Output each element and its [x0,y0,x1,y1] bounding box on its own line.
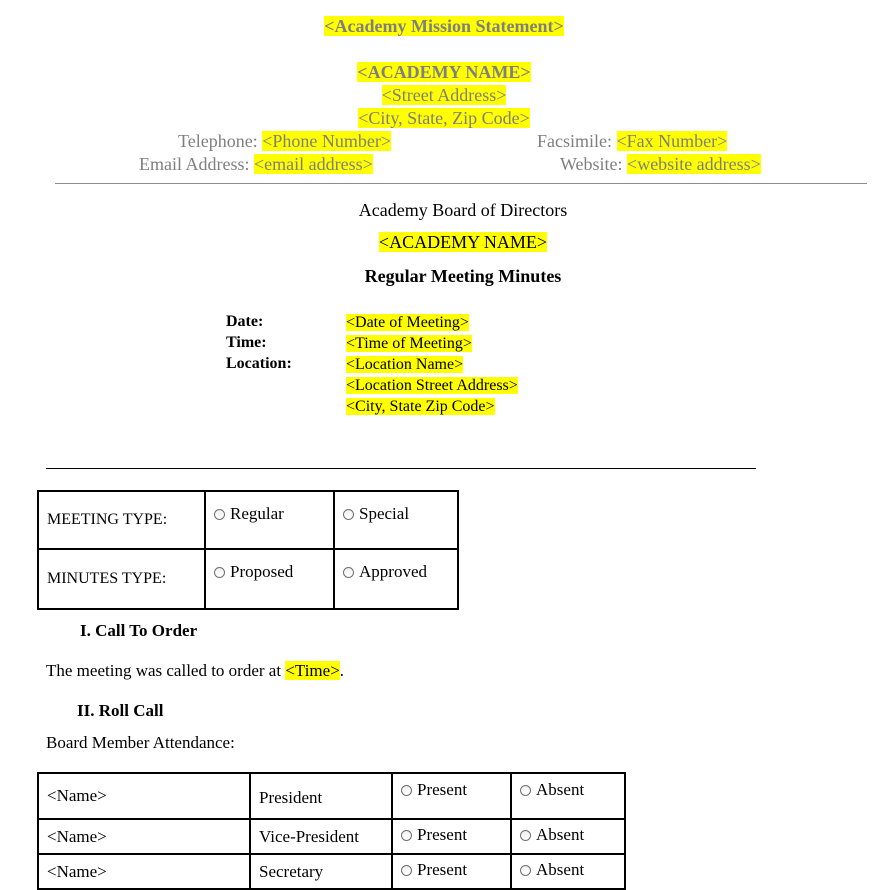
details-values [346,312,518,417]
location-street: <Location Street Address> [346,377,518,394]
minutes-type-label: MINUTES TYPE: [38,549,205,609]
present-option[interactable]: Present [392,819,511,854]
meeting-title: Regular Meeting Minutes [364,266,562,286]
present-option[interactable]: Present [392,854,511,889]
location-name: <Location Name> [346,356,464,373]
attendance-table [37,772,626,890]
call-to-order-heading: I. Call To Order [80,621,198,640]
member-name: <Name> [38,854,250,889]
fax-line: Facsimile: <Fax Number> [537,131,728,151]
attendance-label: Board Member Attendance: [46,733,235,752]
website-line: Website: <website address> [560,154,761,174]
radio-icon[interactable] [214,509,225,520]
absent-option[interactable]: Absent [511,819,625,854]
radio-icon[interactable] [520,830,531,841]
time-value: <Time of Meeting> [346,335,472,352]
header-city: <City, State, Zip Code> [358,108,530,128]
call-to-order-text: The meeting was called to order at <Time>. [46,661,345,680]
radio-icon[interactable] [520,865,531,876]
member-role: Vice-President [250,819,392,854]
member-role: Secretary [250,854,392,889]
minutes-type-proposed[interactable]: Proposed [205,549,334,609]
minutes-type-approved[interactable]: Approved [334,549,458,609]
mission-statement: <Academy Mission Statement> [324,16,564,36]
title-academy-name: <ACADEMY NAME> [378,232,548,252]
member-name: <Name> [38,819,250,854]
present-option[interactable]: Present [392,773,511,819]
meeting-type-special[interactable]: Special [334,491,458,549]
header-academy-name: <ACADEMY NAME> [357,62,531,82]
email-line: Email Address: <email address> [139,154,373,174]
member-name: <Name> [38,773,250,819]
date-value: <Date of Meeting> [346,314,469,331]
types-table [37,490,459,610]
location-city: <City, State Zip Code> [346,398,495,415]
radio-icon[interactable] [214,567,225,578]
call-to-order-time: <Time> [285,661,340,680]
header-divider [55,183,867,184]
header-street: <Street Address> [381,85,507,105]
radio-icon[interactable] [343,509,354,520]
details-divider [46,468,756,469]
roll-call-heading: II. Roll Call [77,701,164,720]
date-label: Date: [226,313,264,330]
member-role: President [250,773,392,819]
location-label: Location: [226,355,292,372]
radio-icon[interactable] [401,785,412,796]
board-title: Academy Board of Directors [358,200,568,220]
telephone-line: Telephone: <Phone Number> [178,131,392,151]
meeting-type-regular[interactable]: Regular [205,491,334,549]
absent-option[interactable]: Absent [511,854,625,889]
time-label: Time: [226,334,267,351]
radio-icon[interactable] [401,830,412,841]
meeting-type-label: MEETING TYPE: [38,491,205,549]
radio-icon[interactable] [401,865,412,876]
radio-icon[interactable] [520,785,531,796]
absent-option[interactable]: Absent [511,773,625,819]
radio-icon[interactable] [343,567,354,578]
